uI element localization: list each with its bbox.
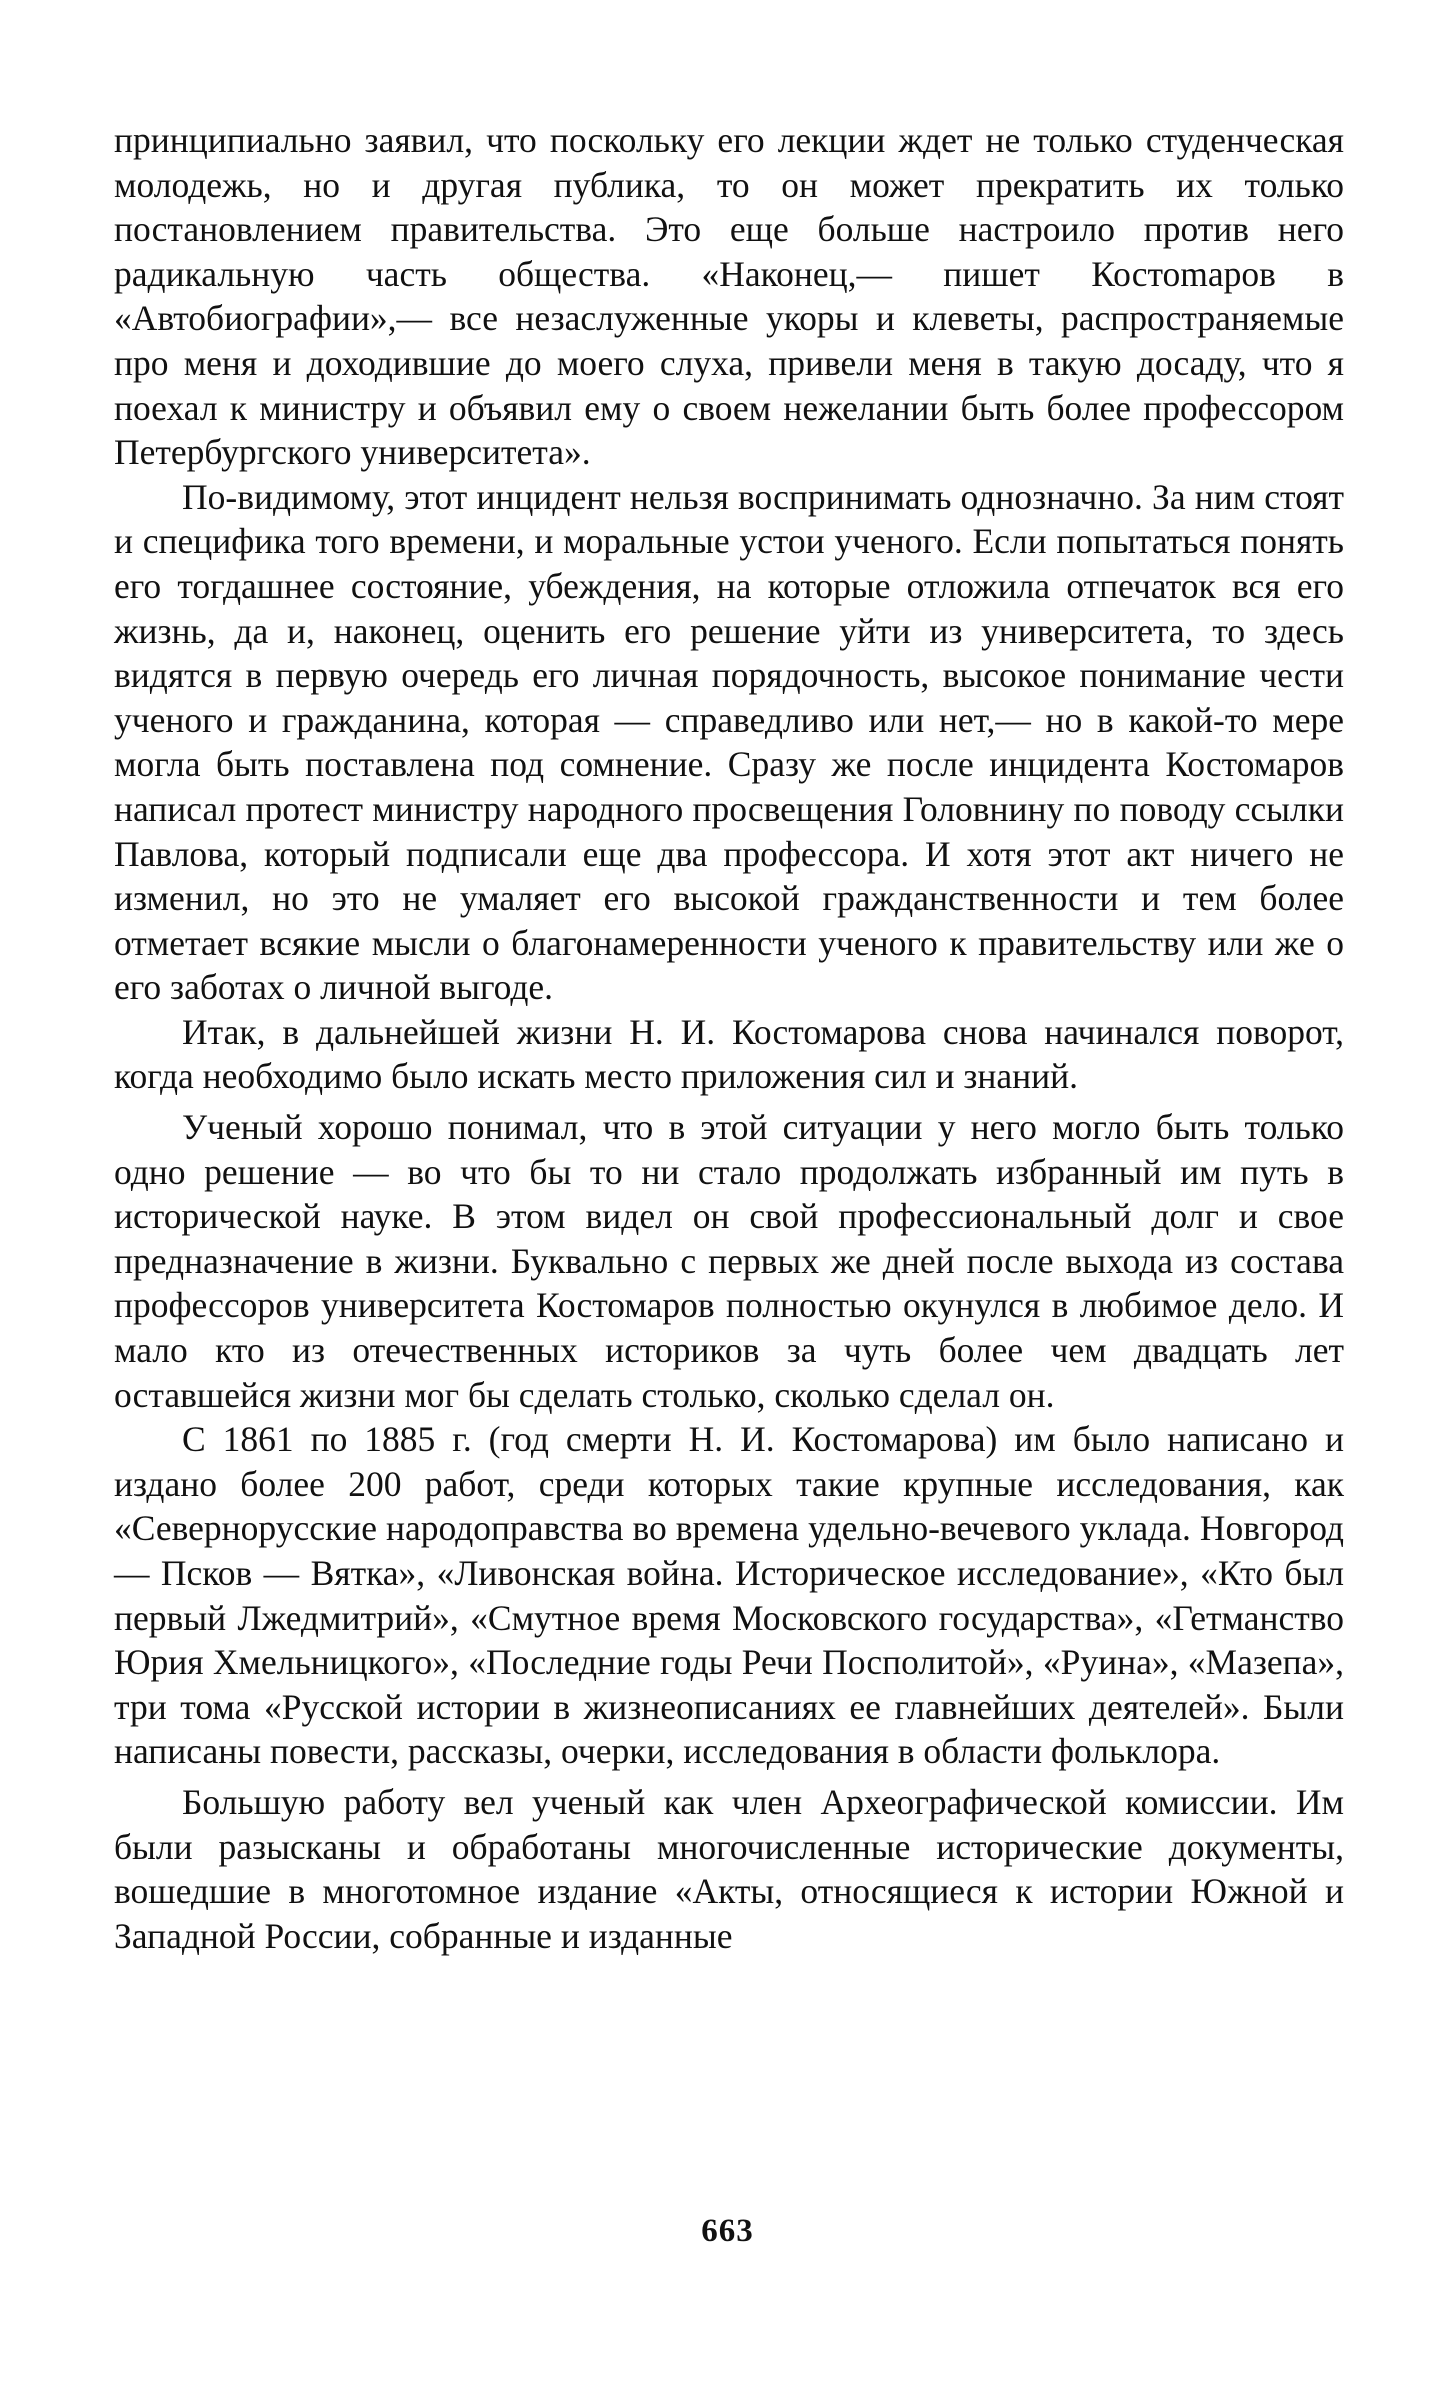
paragraph-3: Итак, в дальнейшей жизни Н. И. Костомарова снова начинался поворот, когда необходимо было искать место приложения сил и знаний. xyxy=(114,1011,1344,1097)
paragraph-1: принципиально заявил, что поскольку его лекции ждет не только студенческая молодежь, но и другая публика, то он может прекратить их только постановлением правительства. Это еще больше настроило против него радикальную часть общества. «Наконец,— пишет Костоmаров в «Автобиографии»,— все незаслуженные укоры и клеветы, распространяемые про меня и доходившие до моего слуха, привели меня в такую досаду, что я поехал к министру и объявил ему о своем нежелании быть более профессором Петербургского университета». xyxy=(114,120,1344,473)
page-number: 663 xyxy=(701,2213,754,2249)
paragraph-4: Ученый хорошо понимал, что в этой ситуации у него могло быть только одно решение — во что бы то ни стало продолжать избранный им путь в исторической науке. В этом видел он свой профессиональный долг и свое предназначение в жизни. Буквально с первых же дней после выхода из состава профессоров университета Костомаров полностью окунулся в любимое дело. И мало кто из отечественных историков за чуть более чем двадцать лет оставшейся жизни мог бы сделать столько, сколько сделал он. xyxy=(114,1107,1344,1415)
paragraph-5: С 1861 по 1885 г. (год смерти Н. И. Костомарова) им было написано и издано более 200 работ, среди которых такие крупные исследования, как «Севернорусские народоправства во времена удельно-вечевого уклада. Новгород — Псков — Вятка», «Ливонская война. Историческое исследование», «Кто был первый Лжедмитрий», «Смутное время Московского государства», «Гетманство Юрия Хмельницкого», «Последние годы Речи Посполитой», «Руина», «Мазепа», три тома «Русской истории в жизнеописаниях ее главнейших деятелей». Были написаны повести, рассказы, очерки, исследования в области фольклора. xyxy=(114,1419,1344,1772)
paragraph-6: Большую работу вел ученый как член Археографической комиссии. Им были разысканы и обработаны многочисленные исторические документы, вошедшие в многотомное издание «Акты, относящиеся к истории Южной и Западной России, собранные и изданные xyxy=(114,1781,1344,1956)
paragraph-2: По-видимому, этот инцидент нельзя воспринимать однозначно. За ним стоят и специфика того времени, и моральные устои ученого. Если попытаться понять его тогдашнее состояние, убеждения, на которые отложила отпечаток вся его жизнь, да и, наконец, оценить его решение уйти из университета, то здесь видятся в первую очередь его личная порядочность, высокое понимание чести ученого и гражданина, которая — справедливо или нет,— но в какой-то мере могла быть поставлена под сомнение. Сразу же после инцидента Костомаров написал протест министру народного просвещения Головнину по поводу ссылки Павлова, который подписали еще два профессора. И хотя этот акт ничего не изменил, но это не умаляет его высокой гражданственности и тем более отметает всякие мысли о благонамеренности ученого к правительству или же о его заботах о личной выгоде. xyxy=(114,476,1344,1008)
page-body xyxy=(114,118,1344,1958)
